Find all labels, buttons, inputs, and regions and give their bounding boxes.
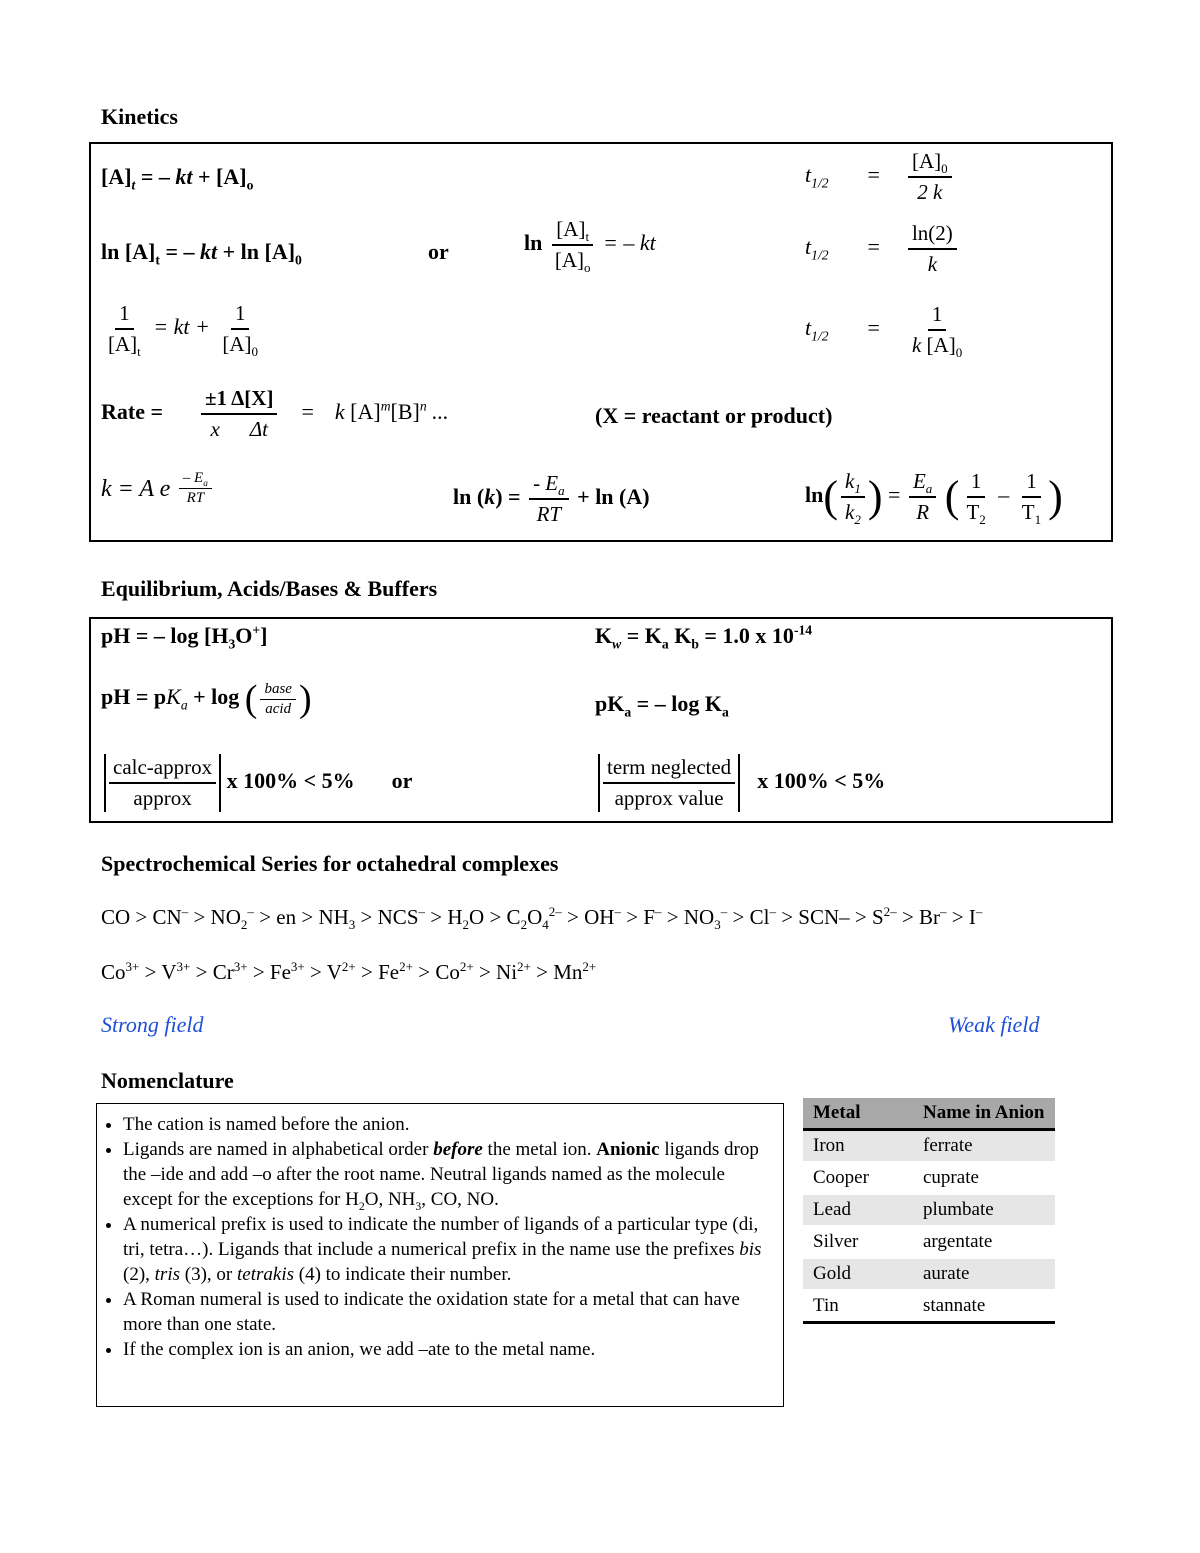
- metal-cell: Iron: [803, 1130, 913, 1163]
- nomenclature-heading: Nomenclature: [101, 1068, 234, 1093]
- arrhenius-equation: k = A e $\frac{- E_a}{RT}$: [101, 470, 215, 506]
- arrhenius-ln-equation: ln (k) = $\frac{- E_a}{RT}$ + ln (A): [453, 471, 650, 527]
- metal-cell: Tin: [803, 1290, 913, 1323]
- rule-2: • Ligands are named in alphabetical order before the metal ion. Anionic ligands drop the –ide and add –o after the root name. Neutral ligands named as the molecule except for the exceptions for $H_2O$, $NH_3$, CO, NO.: [123, 1137, 773, 1212]
- half-life-zero-order: $t_{1/2}$ = $\frac{[A]_0}{2 k}$: [805, 150, 955, 204]
- half-life-second-order: $t_{1/2}$ = $\frac{1}{k [A]_0}$: [805, 302, 963, 361]
- anion-name-cell: ferrate: [913, 1130, 1055, 1163]
- metal-cell: Lead: [803, 1194, 913, 1226]
- nomenclature-rules-list: [97, 1104, 783, 1370]
- table-row: [803, 1226, 1055, 1258]
- arrhenius-two-point: ln( $\frac{k_1}{k_2}$ ) = $\frac{E_a}{R}$ ( $\frac{1}{T_2}$ – $\frac{1}{T_1}$ ): [805, 469, 1063, 528]
- zero-order-equation: $[A]_t$ = – kt + $[A]_o$: [101, 164, 254, 193]
- or-label-1: or: [428, 239, 449, 264]
- rate-law: Rate = $\frac{\pm 1 \Delta[X]}{\text{x Δt}}$ = k $[A]^m[B]^n$ ...: [101, 386, 449, 442]
- second-order-equation: $\frac{1}{[A]_t}$ = kt + $\frac{1}{[A]_0}$: [108, 301, 259, 360]
- equilibrium-heading: Equilibrium, Acids/Bases & Buffers: [101, 576, 438, 601]
- table-row: [803, 1162, 1055, 1194]
- rule-5: • If the complex ion is an anion, we add –ate to the metal name.: [123, 1337, 773, 1362]
- ph-equation: pH = – $\log [H_3O^+]$: [101, 622, 268, 652]
- table-row: [803, 1258, 1055, 1290]
- ligand-series: CO > $CN^- > NO_2^-$ > en > $NH_3 > NCS^- > H_2O > C_2O_4^{2-} > OH^- > F^- > NO_3^- > Cl^- > SCN- > S^{2-} > Br^- > I^-$: [101, 904, 983, 933]
- weak-field-label: Weak field: [948, 1012, 1040, 1037]
- metal-cell: Gold: [803, 1258, 913, 1290]
- rate-note: (X = reactant or product): [595, 403, 833, 428]
- table-row: [803, 1194, 1055, 1226]
- kinetics-heading: Kinetics: [101, 104, 178, 129]
- anion-name-cell: aurate: [913, 1258, 1055, 1290]
- header-name-in-anion: Name in Anion: [913, 1098, 1055, 1130]
- metal-cell: Silver: [803, 1226, 913, 1258]
- pka-equation: $pK_a$ = – $\log K_a$: [595, 691, 729, 720]
- metal-cell: Cooper: [803, 1162, 913, 1194]
- metal-series: $Co^{3+} > V^{3+} > Cr^{3+} > Fe^{3+} > V^{2+} > Fe^{2+} > Co^{2+} > Ni^{2+} > Mn^{2+}$: [101, 959, 597, 984]
- rule-3: • A numerical prefix is used to indicate the number of ligands of a particular type (di, tri, tetra…). Ligands that include a numerical prefix in the name use the prefixes bis (2), tris (3), or tetrakis (4) to indicate their number.: [123, 1212, 773, 1287]
- henderson-hasselbalch: pH = $pK_a + \log$ ( $\frac{\text{base}}{\text{acid}}$ ): [101, 678, 312, 720]
- anion-name-cell: plumbate: [913, 1194, 1055, 1226]
- kw-equation: $K_w = K_a$ $K_b = 1.0$ x $10^{-14}$: [595, 622, 813, 652]
- approx-rule-right: $\frac{\text{term neglected}}{\text{approx value}}$ x 100% < 5%: [598, 754, 885, 812]
- spectrochemical-heading: Spectrochemical Series for octahedral complexes: [101, 851, 559, 876]
- approx-rule-left: $\frac{\text{calc-approx}}{\text{approx}}$ x 100% < 5% or: [104, 754, 412, 812]
- header-metal: Metal: [803, 1098, 913, 1130]
- table-row: [803, 1290, 1055, 1323]
- rule-1: • The cation is named before the anion.: [123, 1112, 773, 1137]
- strong-field-label: Strong field: [101, 1012, 204, 1037]
- anion-name-cell: cuprate: [913, 1162, 1055, 1194]
- first-order-ratio: ln $\frac{[A]_t}{[A]_o}$ = – kt: [524, 217, 656, 276]
- anion-name-cell: argentate: [913, 1226, 1055, 1258]
- anion-name-cell: stannate: [913, 1290, 1055, 1323]
- half-life-first-order: $t_{1/2}$ = $\frac{\ln(2)}{k}$: [805, 222, 960, 276]
- table-row: [803, 1130, 1055, 1163]
- metal-anion-table: [803, 1098, 1055, 1324]
- first-order-equation: $\ln [A]_t$ = – kt + $\ln [A]_0$: [101, 239, 302, 268]
- nomenclature-rules-box: [96, 1103, 784, 1407]
- rule-4: • A Roman numeral is used to indicate the oxidation state for a metal that can have more than one state.: [123, 1287, 773, 1337]
